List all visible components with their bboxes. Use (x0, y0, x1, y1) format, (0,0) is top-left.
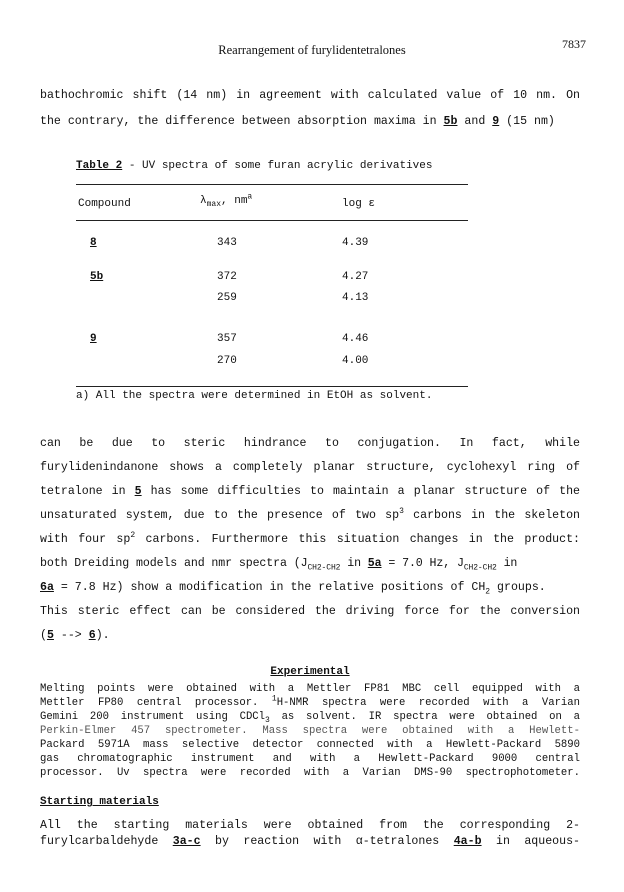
table-rule-header (76, 220, 468, 221)
text: = 7.0 Hz, J (381, 557, 464, 570)
text: furylcarbaldehyde (40, 835, 173, 848)
compound-ref: 9 (492, 115, 500, 128)
table-cell-log: 4.27 (342, 271, 369, 283)
lambda-symbol: λ (200, 195, 207, 207)
lambda-superscript: a (247, 192, 253, 202)
table-cell-compound: 9 (90, 333, 97, 345)
text: ( (40, 629, 47, 642)
text: gas chromatographic instrument and with a Hewlett-Packard 9000 central (40, 753, 580, 765)
text: in aqueous- (481, 835, 581, 848)
table-caption-text: - UV spectra of some furan acrylic derivatives (122, 160, 433, 172)
text: This steric effect can be considered the driving force for the conversion (40, 605, 580, 618)
compound-ref: 5a (367, 557, 382, 570)
body-line (40, 629, 580, 642)
body-line (40, 485, 580, 498)
text: can be due to steric hindrance to conjugation. In fact, while (40, 437, 580, 450)
table-rule-top (76, 184, 468, 185)
table-label: Table 2 (76, 160, 123, 172)
heading-text: Experimental (270, 666, 350, 678)
compound-ref: 5 (134, 485, 142, 498)
page-header (0, 37, 624, 61)
text: furylidenindanone shows a completely planar structure, cyclohexyl ring of (40, 461, 580, 474)
table-cell-compound: 5b (90, 271, 104, 283)
superscript: 1 (271, 694, 277, 704)
body-line (40, 753, 580, 765)
text: Gemini 200 instrument using CDCl (40, 711, 266, 723)
table-caption (76, 160, 616, 172)
text: unsaturated system, due to the presence of two sp (40, 509, 400, 522)
text: carbons in the skeleton (403, 509, 580, 522)
body-line (40, 437, 580, 450)
text: groups. (490, 581, 546, 594)
page-number: 7837 (562, 37, 586, 51)
table-rule-bottom (76, 386, 468, 387)
text: in (340, 557, 368, 570)
lambda-subscript: max (206, 200, 222, 210)
subscript: CH2-CH2 (307, 563, 341, 573)
body-line (40, 739, 580, 751)
section-heading-experimental (40, 666, 580, 678)
text: both Dreiding models and nmr spectra (J (40, 557, 308, 570)
superscript: 2 (130, 531, 136, 541)
table-cell-log: 4.13 (342, 292, 369, 304)
body-line (40, 461, 580, 474)
compound-ref: 5 (46, 629, 54, 642)
text: has some difficulties to maintain a planar structure of the (141, 485, 580, 498)
body-line (40, 767, 580, 779)
compound-ref: 3a-c (172, 835, 201, 848)
body-line (40, 557, 580, 573)
text: Perkin-Elmer 457 spectrometer. Mass spectra were obtained with a Hewlett- (40, 725, 580, 737)
text: by reaction with α-tetralones (200, 835, 454, 848)
body-line (40, 533, 580, 546)
subscript: CH2-CH2 (463, 563, 497, 573)
column-header-log: log ε (342, 198, 376, 210)
text: Packard 5971A mass selective detector connected with a Hewlett-Packard 5890 (40, 739, 580, 751)
body-line (40, 694, 580, 709)
body-line (40, 509, 580, 522)
text: as solvent. IR spectra were obtained on a (269, 711, 580, 723)
body-line (40, 711, 580, 726)
text: H-NMR spectra were recorded with a Varian (276, 697, 580, 709)
text: carbons. Furthermore this situation changes in the product: (135, 533, 580, 546)
table-cell-log: 4.00 (342, 355, 369, 367)
running-title: Rearrangement of furylidentetralones (218, 43, 406, 57)
table-cell-log: 4.39 (342, 237, 369, 249)
column-header-compound: Compound (78, 198, 131, 210)
text: = 7.8 Hz) show a modification in the relative positions of CH (53, 581, 486, 594)
text: Melting points were obtained with a Mettler FP81 MBC cell equipped with a (40, 683, 580, 695)
table-cell-lambda: 259 (217, 292, 237, 304)
compound-ref: 4a-b (453, 835, 482, 848)
text: with four sp (40, 533, 131, 546)
text: processor. Uv spectra were recorded with a Varian DMS-90 spectrophotometer. (40, 767, 580, 779)
subscript: 3 (265, 716, 270, 726)
superscript: 3 (399, 507, 404, 517)
table-cell-lambda: 357 (217, 333, 237, 345)
body-line (40, 819, 580, 832)
body-line (40, 115, 580, 128)
lambda-unit: , nm (221, 195, 248, 207)
text: bathochromic shift (14 nm) in agreement with calculated value of 10 nm. On (40, 89, 580, 102)
table-cell-lambda: 372 (217, 271, 237, 283)
text: --> (53, 629, 89, 642)
text: in (496, 557, 518, 570)
subscript: 2 (485, 587, 491, 597)
text: and (457, 115, 493, 128)
body-line (40, 605, 580, 618)
text: (15 nm) (499, 115, 555, 128)
compound-ref: 6 (88, 629, 96, 642)
body-line (40, 835, 580, 848)
body-line (40, 89, 580, 102)
compound-ref: 6a (40, 581, 54, 594)
text: All the starting materials were obtained from the corresponding 2- (40, 819, 580, 832)
table-cell-compound: 8 (90, 237, 97, 249)
body-line (40, 725, 580, 737)
heading-text: Starting materials (40, 796, 159, 808)
text: tetralone in (40, 485, 135, 498)
table-footnote: a) All the spectra were determined in EtOH as solvent. (76, 390, 433, 402)
text: Mettler FP80 central processor. (40, 697, 272, 709)
body-line (40, 581, 580, 597)
table-cell-log: 4.46 (342, 333, 369, 345)
table-cell-lambda: 270 (217, 355, 237, 367)
text: the contrary, the difference between absorption maxima in (40, 115, 444, 128)
body-line (40, 683, 580, 695)
compound-ref: 5b (443, 115, 458, 128)
column-header-lambda (200, 192, 253, 210)
section-heading-starting-materials (40, 796, 580, 808)
table-cell-lambda: 343 (217, 237, 237, 249)
text: ). (95, 629, 110, 642)
